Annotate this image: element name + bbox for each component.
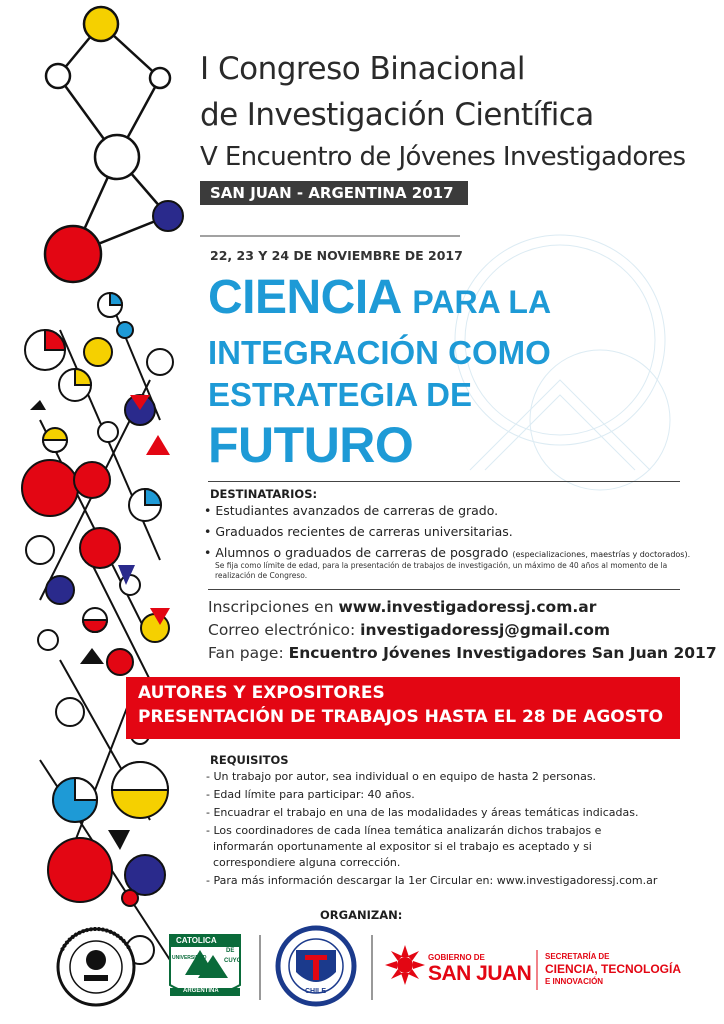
email-link[interactable]: investigadoressj@gmail.com — [360, 621, 611, 639]
age-limit-note: Se fija como límite de edad, para la presentación de trabajos de investigación, un máximo de 40 años al momento de la realización de Congreso. — [215, 561, 668, 580]
destinatarios-item-detail: (especializaciones, maestrías y doctorados). — [512, 550, 691, 559]
banner-line-2: PRESENTACIÓN DE TRABAJOS HASTA EL 28 DE AGOSTO — [138, 707, 664, 727]
catolica-label: CATOLICA — [176, 936, 217, 945]
fanpage-label: Fan page: — [208, 644, 289, 662]
requisito-item: - Encuadrar el trabajo en una de las modalidades y áreas temáticas indicadas. — [206, 806, 639, 819]
node-white-left — [46, 64, 70, 88]
sanjuan-sun-logo — [385, 945, 425, 985]
node-white-right — [150, 68, 170, 88]
destinatarios-item — [204, 545, 690, 560]
requisito-item-continued: informarán oportunamente al expositor si el trabajo es aceptado y si — [213, 840, 592, 853]
ciencia-tecnologia-label: CIENCIA, TECNOLOGÍA — [545, 962, 682, 976]
divider-line — [208, 589, 680, 590]
slogan-line-1 — [208, 271, 552, 324]
requisitos-heading: REQUISITOS — [210, 753, 289, 767]
banner-line-1: AUTORES Y EXPOSITORES — [138, 683, 385, 703]
slogan-line-4: FUTURO — [208, 417, 414, 473]
fanpage-line — [208, 644, 717, 662]
gobierno-label: GOBIERNO DE — [428, 953, 485, 962]
requisito-item-continued: correspondiere alguna corrección. — [213, 856, 401, 869]
requisito-item: - Edad límite para participar: 40 años. — [206, 788, 415, 801]
inscription-line — [208, 598, 596, 616]
inscription-link[interactable]: www.investigadoressj.com.ar — [338, 598, 597, 616]
secretaria-label: SECRETARÍA DE — [545, 952, 610, 961]
catolica-de-label: DE — [226, 948, 235, 954]
catolica-argentina-label: ARGENTINA — [183, 988, 219, 994]
location-badge: SAN JUAN - ARGENTINA 2017 — [200, 181, 468, 205]
slogan-word-para-la: PARA LA — [412, 284, 552, 320]
title-line-1: I Congreso Binacional — [200, 51, 525, 87]
destinatarios-item: • Graduados recientes de carreras universitarias. — [204, 524, 513, 539]
requisito-item: - Un trabajo por autor, sea individual o en equipo de hasta 2 personas. — [206, 770, 597, 783]
node-white-center — [95, 135, 139, 179]
destinatarios-item-text: • Alumnos o graduados de carreras de posgrado — [204, 545, 509, 560]
abstract-column — [22, 293, 173, 964]
slogan-line-2: INTEGRACIÓN COMO — [208, 334, 551, 371]
catolica-universidad-label: UNIVERSIDAD — [172, 955, 207, 961]
email-label: Correo electrónico: — [208, 621, 361, 639]
requisito-item: - Los coordinadores de cada línea temática analizarán dichos trabajos e — [206, 824, 602, 837]
serena-chile-label: CHILE — [305, 988, 326, 995]
event-date: 22, 23 Y 24 DE NOVIEMBRE DE 2017 — [210, 248, 463, 263]
organizan-heading: ORGANIZAN: — [320, 908, 403, 922]
requisito-item: - Para más información descargar la 1er Circular en: www.investigadoressj.com.ar — [206, 874, 658, 887]
slogan-word-ciencia: CIENCIA — [208, 271, 402, 324]
innovacion-label: E INNOVACIÓN — [545, 977, 604, 986]
sanjuan-wordmark: SAN JUAN — [428, 962, 532, 985]
destinatarios-item: • Estudiantes avanzados de carreras de grado. — [204, 503, 499, 518]
node-red — [45, 226, 101, 282]
destinatarios-heading: DESTINATARIOS: — [210, 487, 318, 501]
email-line — [208, 621, 610, 639]
catolica-cuyo-label: CUYO — [224, 958, 242, 964]
subtitle-line: V Encuentro de Jóvenes Investigadores — [200, 142, 686, 172]
inscription-label: Inscripciones en — [208, 598, 339, 616]
slogan-line-3: ESTRATEGIA DE — [208, 376, 473, 413]
unsj-seal-logo — [58, 929, 134, 1005]
divider-line — [208, 481, 680, 482]
title-line-2: de Investigación Científica — [200, 97, 594, 133]
node-navy — [153, 201, 183, 231]
fanpage-link[interactable]: Encuentro Jóvenes Investigadores San Juan 2017 — [288, 644, 717, 662]
node-yellow — [84, 7, 118, 41]
